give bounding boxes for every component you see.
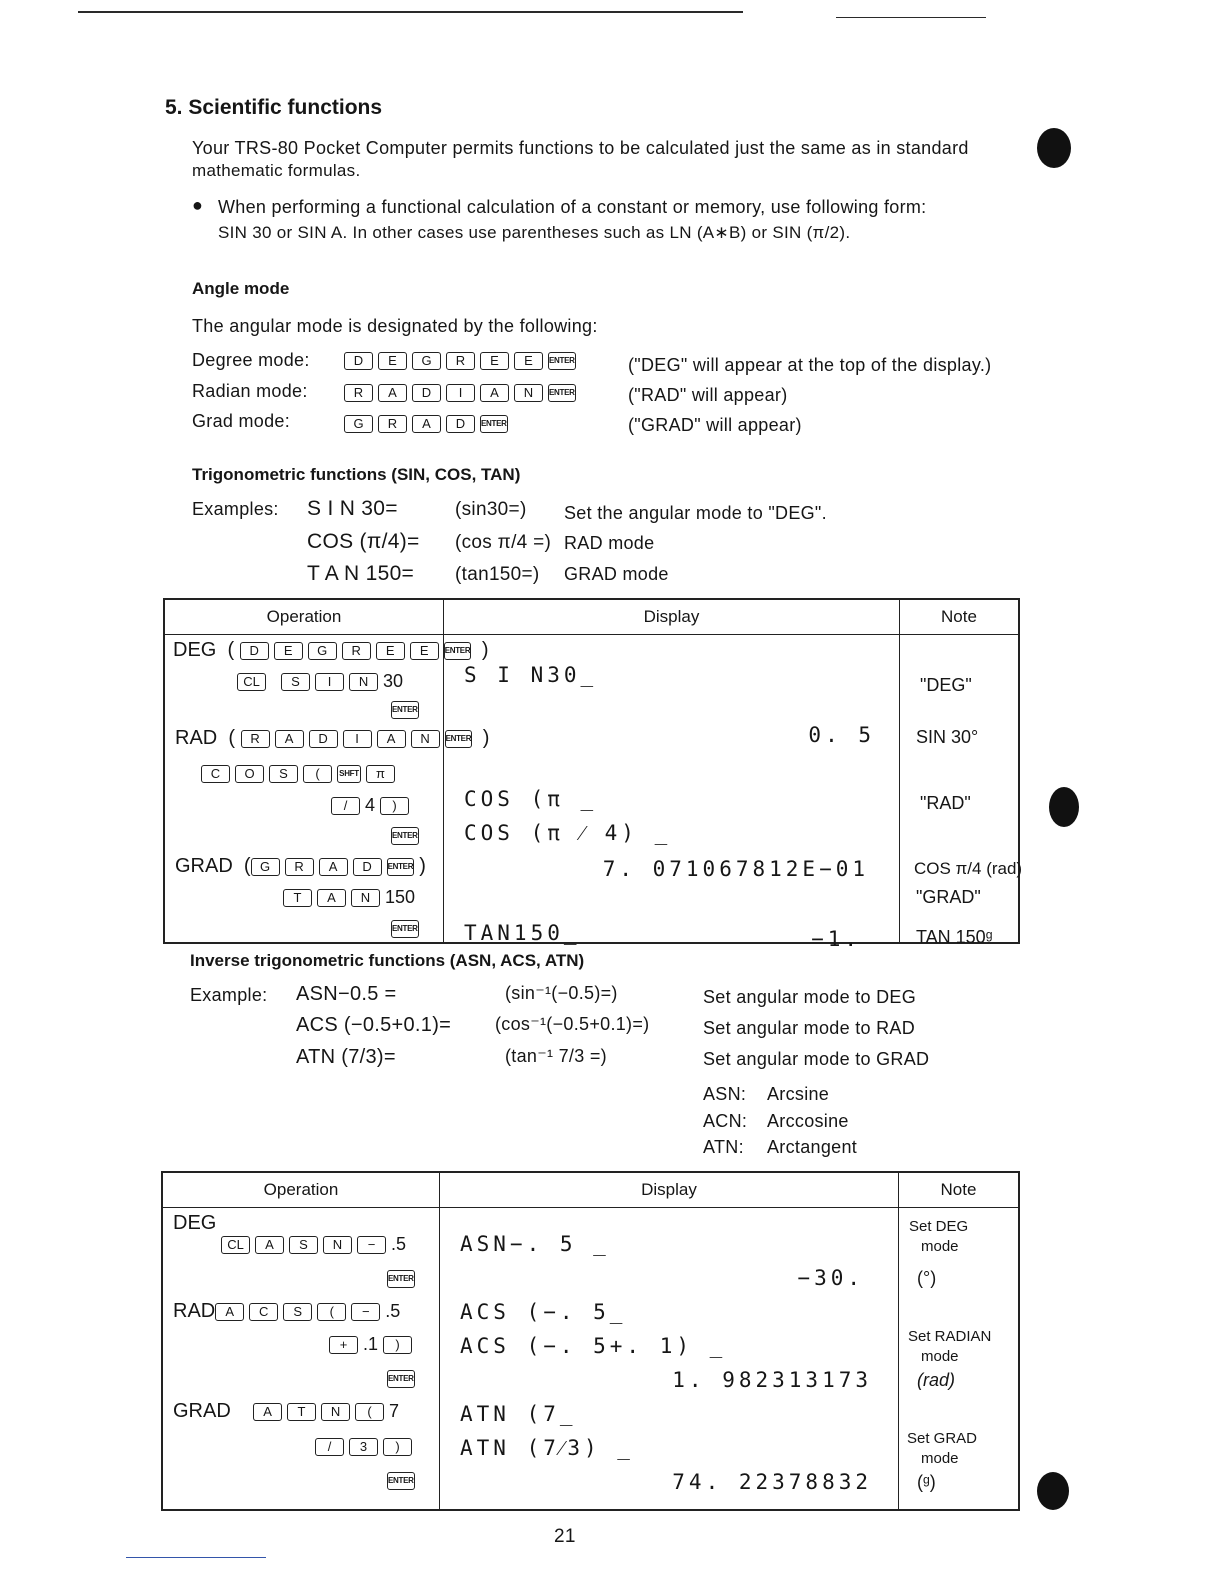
bullet-line-2: SIN 30 or SIN A. In other cases use parentheses such as LN (A∗B) or SIN (π/2). xyxy=(218,223,851,242)
tan-keys-row xyxy=(283,887,415,908)
key-enter: ENTER xyxy=(548,384,576,402)
trig-examples-label: Examples: xyxy=(192,499,279,519)
input-value: 7 xyxy=(389,1401,400,1421)
key-i: I xyxy=(446,384,475,402)
note: Set RADIAN xyxy=(908,1328,992,1345)
inverse-note-cell xyxy=(899,1208,1020,1510)
key-enter: ENTER xyxy=(387,858,415,876)
key-a: A xyxy=(317,889,346,907)
key-enter: ENTER xyxy=(391,827,419,845)
key-a: A xyxy=(275,730,304,748)
key-g: G xyxy=(308,642,337,660)
key-d: D xyxy=(309,730,338,748)
key-divide: / xyxy=(331,797,360,815)
trig-operation-cell xyxy=(164,635,490,943)
key-cl: CL xyxy=(237,673,266,691)
inverse-heading: Inverse trigonometric functions (ASN, ACS, ATN) xyxy=(190,951,585,970)
key-open-paren: ( xyxy=(355,1403,384,1421)
input-value: .1 xyxy=(363,1334,379,1354)
key-a: A xyxy=(377,730,406,748)
trig-heading: Trigonometric functions (SIN, COS, TAN) xyxy=(192,465,521,484)
legend-meaning: Arcsine xyxy=(767,1084,830,1104)
trig-example-2-math: (cos π/4 =) xyxy=(455,532,552,553)
note: SIN 30° xyxy=(916,727,979,747)
trig-example-1-expr: S I N 30= xyxy=(307,497,398,520)
input-value: .5 xyxy=(391,1234,407,1254)
key-r: R xyxy=(446,352,475,370)
inverse-example-3-note: Set angular mode to GRAD xyxy=(703,1049,930,1069)
angle-mode-intro: The angular mode is designated by the following: xyxy=(192,316,598,336)
note: TAN 150ᵍ xyxy=(916,927,993,947)
key-d: D xyxy=(353,858,382,876)
key-r: R xyxy=(342,642,371,660)
key-enter: ENTER xyxy=(444,642,472,660)
inverse-example-1-expr: ASN−0.5 = xyxy=(296,983,397,1005)
trig-example-3-note: GRAD mode xyxy=(564,564,669,584)
key-enter: ENTER xyxy=(548,352,576,370)
key-a: A xyxy=(319,858,348,876)
top-rule xyxy=(78,11,743,13)
enter-row xyxy=(387,1268,420,1289)
legend-abbr: ASN: xyxy=(703,1084,747,1104)
key-t: T xyxy=(287,1403,316,1421)
bullet-dot: ● xyxy=(192,195,204,215)
note: Set GRAD xyxy=(907,1430,978,1447)
key-a: A xyxy=(215,1303,244,1321)
punch-hole-top xyxy=(1037,128,1071,168)
deg-mode-row: DEG ( D E G R E E ENTER ) xyxy=(173,639,489,661)
mode-label: GRAD xyxy=(173,1400,231,1422)
trig-example-1-note: Set the angular mode to "DEG". xyxy=(564,503,827,523)
degree-mode-note: ("DEG" will appear at the top of the display.) xyxy=(628,355,992,375)
display-line: ACS (−. 5_ xyxy=(460,1300,627,1324)
note: COS π/4 (rad) xyxy=(914,859,1023,878)
inverse-display-cell xyxy=(440,1208,899,1510)
display-line: COS (π ⁄ 4) _ xyxy=(464,821,672,845)
radian-mode-keys xyxy=(344,384,581,402)
legend-abbr: ATN: xyxy=(703,1137,744,1157)
key-i: I xyxy=(315,673,344,691)
key-close-paren: ) xyxy=(383,1438,412,1456)
key-enter: ENTER xyxy=(445,730,473,748)
radian-mode-label: Radian mode: xyxy=(192,381,308,401)
key-a: A xyxy=(255,1236,284,1254)
top-rule-right xyxy=(836,17,986,18)
mode-label: RAD xyxy=(175,727,218,749)
deg-mode-label: DEG xyxy=(173,1212,217,1234)
note: mode xyxy=(921,1238,959,1255)
key-enter: ENTER xyxy=(391,920,419,938)
key-a: A xyxy=(378,384,407,402)
punch-hole-middle xyxy=(1049,787,1079,827)
note: "GRAD" xyxy=(916,887,981,907)
key-open-paren: ( xyxy=(303,765,332,783)
enter-row xyxy=(391,918,424,939)
key-open-paren: ( xyxy=(317,1303,346,1321)
key-minus: − xyxy=(357,1236,386,1254)
key-e: E xyxy=(378,352,407,370)
radian-mode-note: ("RAD" will appear) xyxy=(628,385,788,405)
grad-mode-keys xyxy=(344,415,513,433)
asn-keys-row xyxy=(221,1234,406,1255)
inverse-example-3-expr: ATN (7/3)= xyxy=(296,1046,396,1068)
key-3: 3 xyxy=(349,1438,378,1456)
intro-line-1: Your TRS-80 Pocket Computer permits functions to be calculated just the same as in standard xyxy=(192,138,969,158)
key-e: E xyxy=(410,642,439,660)
key-s: S xyxy=(281,673,310,691)
key-s: S xyxy=(289,1236,318,1254)
header-note: Note xyxy=(900,599,1020,635)
bullet-line-1: When performing a functional calculation of a constant or memory, use following form: xyxy=(218,197,927,217)
display-result: −1. xyxy=(811,927,861,951)
display-line: ASN−. 5 _ xyxy=(460,1232,610,1256)
key-enter: ENTER xyxy=(480,415,508,433)
legend-meaning: Arctangent xyxy=(767,1137,858,1157)
section-title: 5. Scientific functions xyxy=(165,96,383,119)
key-r: R xyxy=(241,730,270,748)
trig-display-cell xyxy=(444,635,900,951)
trig-example-2-expr: COS (π/4)= xyxy=(307,530,420,553)
mode-label: DEG xyxy=(173,639,217,661)
key-shift: SHFT xyxy=(337,765,361,783)
key-g: G xyxy=(412,352,441,370)
display-result: 0. 5 xyxy=(808,723,875,747)
key-n: N xyxy=(411,730,440,748)
key-plus: + xyxy=(329,1336,358,1354)
display-result: 74. 22378832 xyxy=(672,1470,872,1494)
header-note: Note xyxy=(899,1172,1020,1208)
key-enter: ENTER xyxy=(387,1370,415,1388)
inverse-example-2-expr: ACS (−0.5+0.1)= xyxy=(296,1014,452,1036)
key-minus: − xyxy=(351,1303,380,1321)
inverse-operation-cell xyxy=(162,1208,440,1510)
trig-example-2-note: RAD mode xyxy=(564,533,655,553)
key-a: A xyxy=(480,384,509,402)
trig-table xyxy=(163,598,1023,951)
display-result: −30. xyxy=(797,1266,864,1290)
rad-mode-row: RAD ( R A D I A N ENTER ) xyxy=(175,727,490,749)
key-d: D xyxy=(412,384,441,402)
key-n: N xyxy=(323,1236,352,1254)
header-operation: Operation xyxy=(164,599,444,635)
divide-keys-row xyxy=(315,1436,417,1457)
punch-hole-bottom xyxy=(1037,1472,1069,1510)
display-result: 7. 071067812E−01 xyxy=(602,857,869,881)
acs-keys-row xyxy=(173,1300,400,1323)
inverse-example-3-math: (tan⁻¹ 7/3 =) xyxy=(505,1046,607,1066)
display-line: ATN (7⁄3) _ xyxy=(460,1436,634,1460)
key-n: N xyxy=(321,1403,350,1421)
trig-note-cell xyxy=(900,635,1023,947)
note: "RAD" xyxy=(920,793,971,813)
display-line: S I N30_ xyxy=(464,663,598,687)
angle-mode-heading: Angle mode xyxy=(192,279,290,298)
bottom-rule xyxy=(126,1557,266,1558)
key-o: O xyxy=(235,765,264,783)
trig-example-3-math: (tan150=) xyxy=(455,564,540,585)
display-line: TAN150_ xyxy=(464,921,581,945)
key-r: R xyxy=(344,384,373,402)
enter-row xyxy=(391,825,424,846)
input-value: .5 xyxy=(385,1301,401,1321)
header-operation: Operation xyxy=(162,1172,440,1208)
note: mode xyxy=(921,1348,959,1365)
key-s: S xyxy=(269,765,298,783)
key-t: T xyxy=(283,889,312,907)
key-g: G xyxy=(344,415,373,433)
grad-mode-label: Grad mode: xyxy=(192,411,291,431)
inverse-example-1-math: (sin⁻¹(−0.5)=) xyxy=(505,983,618,1003)
key-enter: ENTER xyxy=(391,701,419,719)
grad-mode-row: GRAD ( G R A D ENTER ) xyxy=(175,855,426,877)
key-n: N xyxy=(514,384,543,402)
key-d: D xyxy=(344,352,373,370)
input-value: 4 xyxy=(365,795,376,815)
inverse-table xyxy=(161,1171,1020,1511)
key-e: E xyxy=(514,352,543,370)
key-i: I xyxy=(343,730,372,748)
display-line: COS (π _ xyxy=(464,787,598,811)
degree-mode-keys xyxy=(344,352,581,370)
key-c: C xyxy=(249,1303,278,1321)
key-a: A xyxy=(412,415,441,433)
trig-example-3-expr: T A N 150= xyxy=(307,562,415,585)
key-a: A xyxy=(253,1403,282,1421)
note: Set DEG xyxy=(909,1218,969,1235)
inverse-example-label: Example: xyxy=(190,985,268,1005)
note: (°) xyxy=(917,1268,937,1288)
enter-row xyxy=(391,699,424,720)
inverse-example-2-math: (cos⁻¹(−0.5+0.1)=) xyxy=(495,1014,650,1034)
note: "DEG" xyxy=(920,675,972,695)
key-divide: / xyxy=(315,1438,344,1456)
key-d: D xyxy=(446,415,475,433)
mode-label: RAD xyxy=(173,1300,216,1322)
display-result: 1. 982313173 xyxy=(672,1368,872,1392)
note: (rad) xyxy=(917,1370,956,1390)
inverse-example-2-note: Set angular mode to RAD xyxy=(703,1018,916,1038)
key-enter: ENTER xyxy=(387,1472,415,1490)
page-number: 21 xyxy=(554,1526,576,1547)
note: (ᵍ) xyxy=(917,1472,936,1492)
key-g: G xyxy=(251,858,280,876)
key-close-paren: ) xyxy=(380,797,409,815)
enter-row xyxy=(387,1368,420,1389)
degree-mode-label: Degree mode: xyxy=(192,350,310,370)
key-c: C xyxy=(201,765,230,783)
trig-example-1-math: (sin30=) xyxy=(455,499,527,520)
key-cl: CL xyxy=(221,1236,250,1254)
plus-keys-row xyxy=(329,1334,417,1355)
input-value: 150 xyxy=(385,887,416,907)
header-display: Display xyxy=(444,599,900,635)
input-value: 30 xyxy=(383,671,404,691)
key-r: R xyxy=(378,415,407,433)
key-e: E xyxy=(376,642,405,660)
divide-keys-row xyxy=(331,795,414,816)
enter-row xyxy=(387,1470,420,1491)
legend-abbr: ACN: xyxy=(703,1111,748,1131)
key-close-paren: ) xyxy=(383,1336,412,1354)
legend-meaning: Arccosine xyxy=(767,1111,849,1131)
inverse-example-1-note: Set angular mode to DEG xyxy=(703,987,917,1007)
display-line: ATN (7_ xyxy=(460,1402,577,1426)
key-s: S xyxy=(283,1303,312,1321)
key-n: N xyxy=(349,673,378,691)
key-d: D xyxy=(240,642,269,660)
key-n: N xyxy=(351,889,380,907)
atn-keys-row xyxy=(173,1400,399,1423)
mode-label: GRAD xyxy=(175,855,233,877)
key-e: E xyxy=(274,642,303,660)
key-pi: π xyxy=(366,765,395,783)
key-e: E xyxy=(480,352,509,370)
cos-keys-row xyxy=(201,763,400,784)
note: mode xyxy=(921,1450,959,1467)
key-enter: ENTER xyxy=(387,1270,415,1288)
display-line: ACS (−. 5+. 1) _ xyxy=(460,1334,727,1358)
key-r: R xyxy=(285,858,314,876)
sin-keys-row xyxy=(237,671,403,692)
header-display: Display xyxy=(440,1172,899,1208)
grad-mode-note: ("GRAD" will appear) xyxy=(628,415,802,435)
intro-line-2: mathematic formulas. xyxy=(192,161,361,180)
